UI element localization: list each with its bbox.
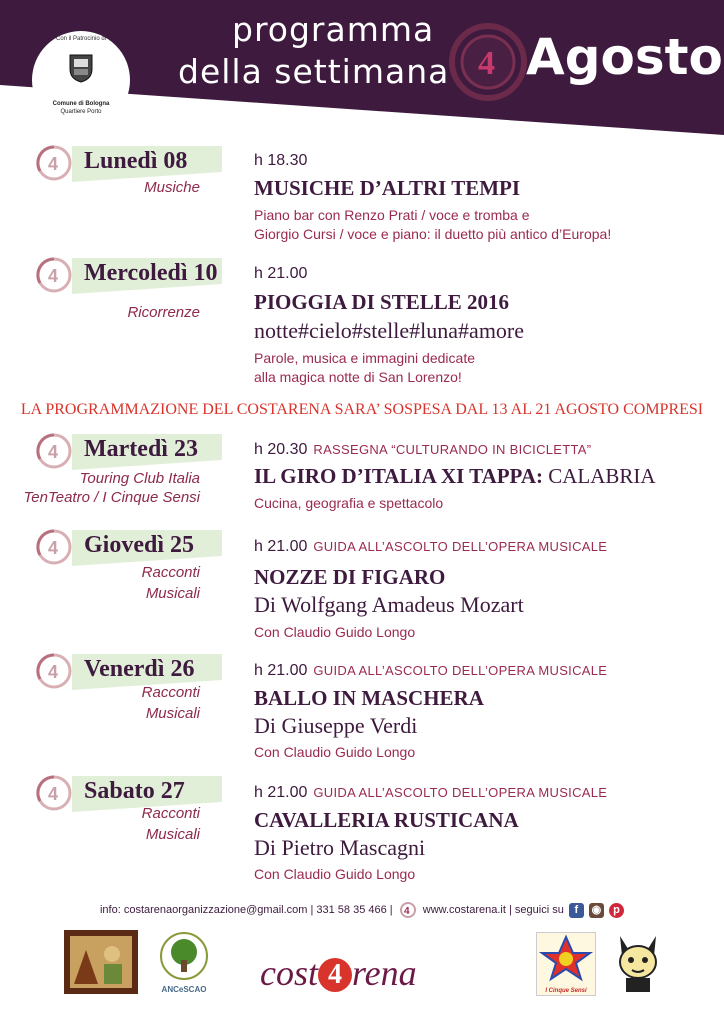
instagram-icon[interactable]: ◉ [589, 903, 604, 918]
event-description: Parole, musica e immagini dedicate [254, 350, 475, 366]
event-title [254, 176, 520, 201]
time-value: h 18.30 [254, 152, 308, 169]
svg-text:4: 4 [403, 906, 410, 917]
event-category: TenTeatro / I Cinque Sensi [23, 489, 200, 506]
svg-text:4: 4 [48, 442, 59, 462]
event-subtitle: notte#cielo#stelle#luna#amore [254, 318, 525, 343]
event-time [254, 441, 591, 459]
event-title [254, 686, 484, 711]
day-label: Giovedì 25 [84, 532, 195, 558]
title-main: PIOGGIA DI STELLE 2016 [254, 290, 509, 314]
svg-text:4: 4 [48, 538, 59, 558]
event-time [254, 784, 607, 802]
title-main: NOZZE DI FIGARO [254, 565, 446, 589]
costarena-4-icon [36, 775, 72, 811]
event-description: Con Claudio Guido Longo [254, 744, 416, 760]
svg-text:4: 4 [478, 45, 495, 82]
contact-info: info: costarenaorganizzazione@gmail.com | 331 58 35 466 | [99, 904, 393, 916]
cat-mascot-icon [614, 930, 662, 994]
costarena-logo-icon [452, 26, 524, 98]
costarena-small-icon [400, 902, 416, 918]
day-label: Martedì 23 [84, 436, 198, 462]
tree-icon [158, 932, 210, 980]
cinque-sensi-label: I Cinque Sensi [545, 988, 587, 994]
follow-label: | seguici su [509, 904, 564, 916]
costarena-4-icon [36, 653, 72, 689]
time-note: GUIDA ALL’ASCOLTO DELL’OPERA MUSICALE [313, 663, 608, 678]
event-description: Cucina, geografia e spettacolo [254, 495, 444, 511]
brand-start: cost [260, 953, 318, 993]
costarena-4-icon [36, 433, 72, 469]
pinterest-icon[interactable]: p [609, 903, 624, 918]
time-note: RASSEGNA “CULTURANDO IN BICICLETTA” [313, 442, 592, 457]
day-label-box [72, 258, 222, 288]
time-value: h 21.00 [254, 538, 308, 555]
event-category: Racconti [141, 564, 200, 581]
time-note: GUIDA ALL’ASCOLTO DELL’OPERA MUSICALE [313, 539, 608, 554]
header-title-line2: della settimana [178, 52, 450, 91]
facebook-icon[interactable]: f [569, 903, 584, 918]
title-main: IL GIRO D’ITALIA XI TAPPA: [254, 464, 543, 488]
ancescao-logo [158, 932, 210, 992]
event-time [254, 662, 607, 680]
event-category: Racconti [141, 805, 200, 822]
suspension-notice: LA PROGRAMMAZIONE DEL COSTARENA SARA’ SOSPESA DAL 13 AL 21 AGOSTO COMPRESI [20, 401, 704, 418]
star-logo-icon [537, 933, 595, 983]
event-subtitle: Di Wolfgang Amadeus Mozart [254, 592, 524, 617]
patronage-sub: Quartiere Porto [60, 109, 102, 115]
svg-text:4: 4 [48, 266, 59, 286]
event-category: Ricorrenze [127, 304, 200, 321]
costarena-4-icon [36, 145, 72, 181]
header-month: Agosto [526, 28, 723, 86]
svg-text:4: 4 [48, 784, 59, 804]
theatre-logo-icon [64, 930, 138, 994]
header-title-line1: programma [232, 10, 435, 49]
day-label: Lunedì 08 [84, 148, 188, 174]
event-title [254, 808, 519, 833]
day-label-box [72, 530, 222, 560]
time-value: h 21.00 [254, 784, 308, 801]
crest-icon [68, 51, 94, 83]
event-time [254, 265, 307, 283]
title-main: CAVALLERIA RUSTICANA [254, 808, 519, 832]
day-label: Venerdì 26 [84, 656, 195, 682]
event-description: Con Claudio Guido Longo [254, 624, 416, 640]
event-subtitle: Di Pietro Mascagni [254, 835, 426, 860]
title-main: MUSICHE D’ALTRI TEMPI [254, 176, 521, 200]
event-category: Touring Club Italia [79, 470, 200, 487]
event-time [254, 538, 607, 556]
ancescao-label: ANCeSCAO [161, 985, 207, 994]
event-title [254, 290, 509, 315]
time-value: h 21.00 [254, 662, 308, 679]
costarena-4-icon [36, 529, 72, 565]
header-address: Via Azzo Gardino, 48 [546, 101, 687, 118]
svg-text:4: 4 [48, 154, 59, 174]
event-subtitle: Di Giuseppe Verdi [254, 713, 418, 738]
day-label-box [72, 776, 222, 806]
brand-end: rena [352, 953, 417, 993]
cinque-sensi-logo [536, 932, 596, 996]
time-note: GUIDA ALL’ASCOLTO DELL’OPERA MUSICALE [313, 785, 608, 800]
event-description: alla magica notte di San Lorenzo! [254, 369, 462, 385]
time-value: h 20.30 [254, 441, 308, 458]
costarena-4-icon [36, 257, 72, 293]
event-category: Musicali [145, 585, 200, 602]
title-main: BALLO IN MASCHERA [254, 686, 484, 710]
event-description: Giorgio Cursi / voce e piano: il duetto più antico d’Europa! [254, 226, 612, 242]
event-title [254, 565, 445, 590]
website-link[interactable]: www.costarena.it [422, 904, 506, 916]
patronage-badge [32, 31, 130, 129]
footer-info [0, 902, 724, 918]
day-label-box [72, 654, 222, 684]
header-banner [0, 0, 724, 135]
event-time [254, 152, 307, 170]
event-category: Musicali [145, 705, 200, 722]
event-description: Con Claudio Guido Longo [254, 866, 416, 882]
event-description: Piano bar con Renzo Prati / voce e tromba e [254, 207, 530, 223]
costarena-brand [260, 952, 470, 996]
svg-text:4: 4 [48, 662, 59, 682]
patronage-name: Comune di Bologna [52, 101, 110, 107]
day-label: Mercoledì 10 [84, 260, 218, 286]
day-label-box [72, 146, 222, 176]
day-label-box [72, 434, 222, 464]
title-light: CALABRIA [548, 464, 656, 488]
time-value: h 21.00 [254, 265, 308, 282]
event-category: Musicali [145, 826, 200, 843]
patronage-top: Con il Patrocinio di [55, 36, 107, 42]
event-title [254, 464, 656, 489]
brand-4-icon: 4 [318, 958, 352, 992]
event-category: Racconti [141, 684, 200, 701]
day-label: Sabato 27 [84, 778, 185, 804]
event-category: Musiche [144, 179, 200, 196]
